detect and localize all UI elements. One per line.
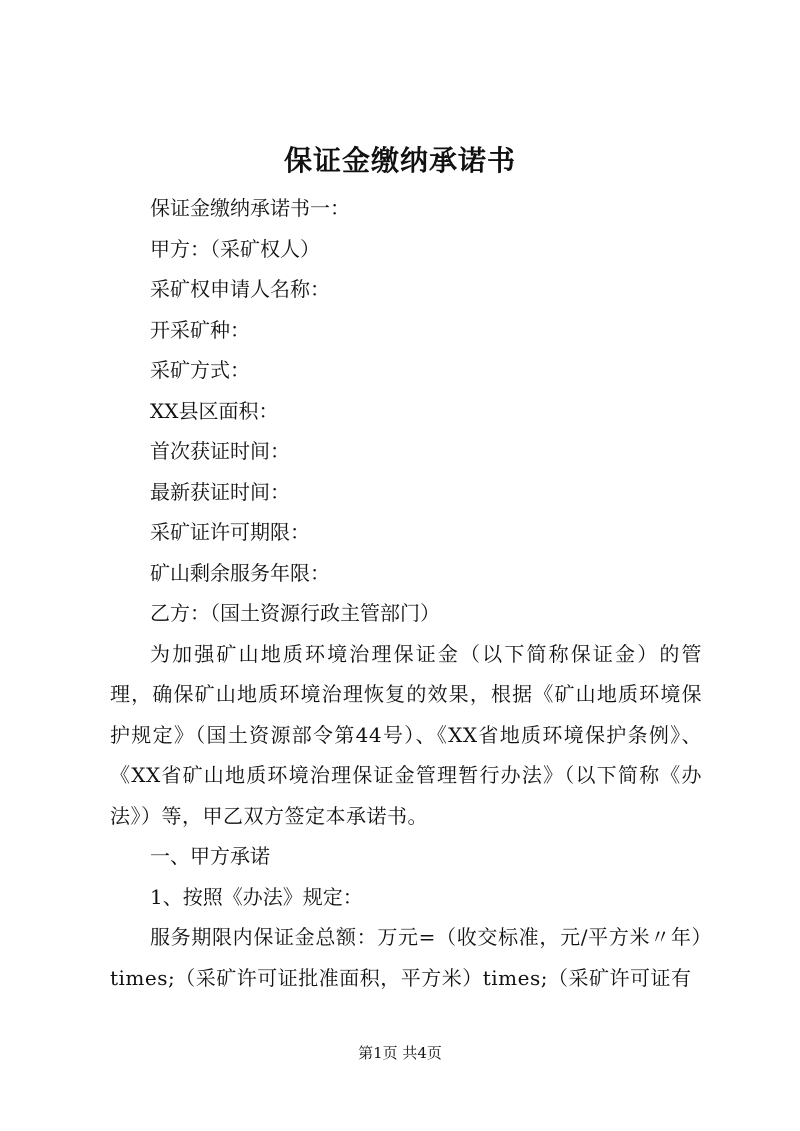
- party-a-line: 甲方：（采矿权人）: [150, 236, 320, 261]
- section-heading: 一、甲方承诺: [150, 844, 270, 868]
- document-body: [110, 188, 702, 998]
- document-title: 保证金缴纳承诺书: [283, 144, 516, 177]
- page-indicator: 第1页 共4页: [358, 1044, 442, 1062]
- license-term-line: 采矿证许可期限：: [150, 520, 310, 544]
- first-license-time-line: 首次获证时间：: [150, 439, 290, 463]
- area-line: XX县区面积：: [150, 398, 279, 423]
- heading-line: 保证金缴纳承诺书一：: [150, 196, 350, 220]
- formula-paragraph: 服务期限内保证金总额：万元=（收交标准，元/平方米〃年）times;（采矿许可证批准面积，平方米）times;（采矿许可证有: [110, 925, 702, 990]
- latest-license-time-line: 最新获证时间：: [150, 479, 290, 504]
- mineral-type-line: 开采矿种：: [150, 317, 250, 342]
- remaining-service-life-line: 矿山剩余服务年限：: [150, 560, 330, 585]
- mining-method-line: 采矿方式：: [150, 358, 250, 382]
- clause-1: 1、按照《办法》规定：: [150, 884, 363, 909]
- party-b-line: 乙方：（国土资源行政主管部门）: [150, 601, 440, 625]
- applicant-name-line: 采矿权申请人名称：: [150, 277, 330, 301]
- intro-paragraph: 为加强矿山地质环境治理保证金（以下简称保证金）的管理，确保矿山地质环境治理恢复的效果，根据《矿山地质环境保护规定》（国土资源部令第44号）、《XX省地质环境保护条例》、《XX省矿山地质环境治理保证金管理暂行办法》（以下简称《办法》）等，甲乙双方签定本承诺书。: [110, 641, 702, 828]
